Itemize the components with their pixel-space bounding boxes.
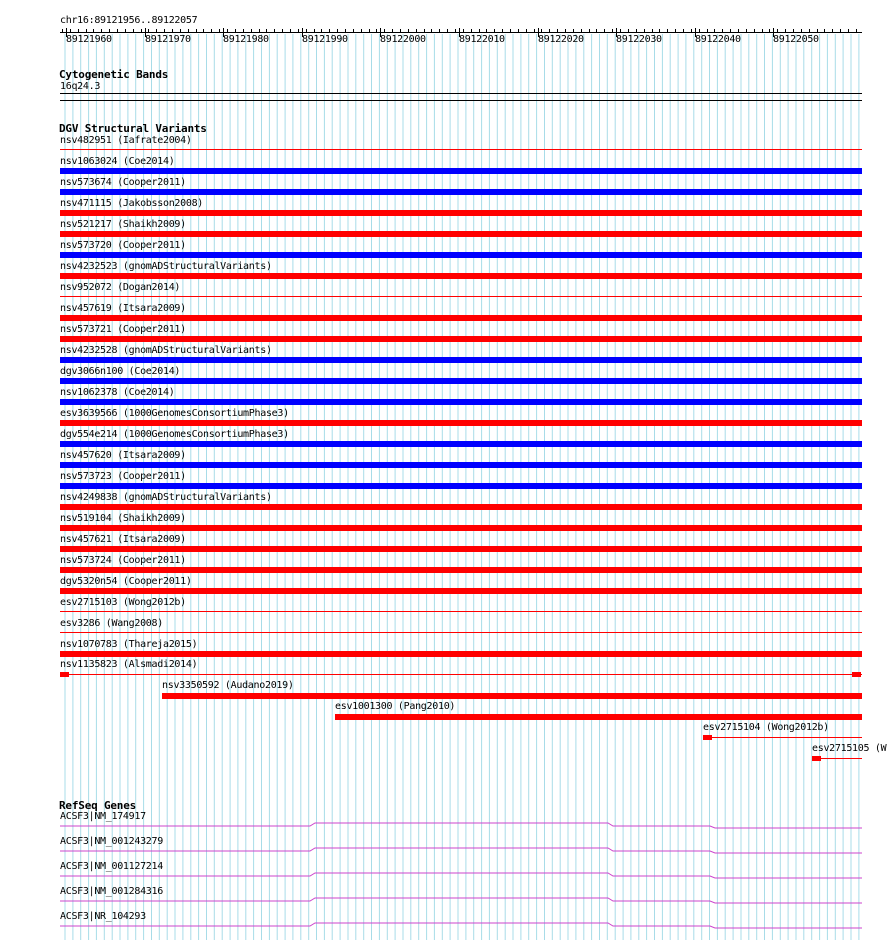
ruler-minor-tick bbox=[675, 29, 676, 33]
ruler-minor-tick bbox=[652, 29, 653, 33]
ruler-minor-tick bbox=[203, 29, 204, 33]
gene-label: ACSF3|NM_001243279 bbox=[60, 836, 163, 847]
ruler-minor-tick bbox=[659, 29, 660, 33]
ruler-tick-label: 89122000 bbox=[380, 34, 426, 45]
variant-line bbox=[60, 149, 862, 150]
ruler-minor-tick bbox=[494, 29, 495, 33]
ruler-minor-tick bbox=[589, 29, 590, 33]
ruler-title: chr16:89121956..89122057 bbox=[60, 15, 198, 26]
refseq-track-title[interactable]: RefSeq Genes bbox=[59, 799, 137, 812]
ruler-minor-tick bbox=[738, 29, 739, 33]
ruler-minor-tick bbox=[172, 29, 173, 33]
variant-line bbox=[703, 737, 862, 738]
variant-label: nsv1062378 (Coe2014) bbox=[60, 387, 175, 398]
ruler-minor-tick bbox=[604, 29, 605, 33]
ruler-minor-tick bbox=[463, 29, 464, 33]
ruler-tick-label: 89122010 bbox=[459, 34, 505, 45]
ruler-minor-tick bbox=[730, 29, 731, 33]
ruler-minor-tick bbox=[486, 29, 487, 33]
ruler-minor-tick bbox=[369, 29, 370, 33]
variant-bar bbox=[60, 651, 862, 657]
ruler-minor-tick bbox=[180, 29, 181, 33]
gene-label: ACSF3|NM_174917 bbox=[60, 811, 146, 822]
ruler-minor-tick bbox=[636, 29, 637, 33]
ruler-minor-tick bbox=[840, 29, 841, 33]
variant-label: nsv457620 (Itsara2009) bbox=[60, 450, 186, 461]
ruler-minor-tick bbox=[526, 29, 527, 33]
variant-bar bbox=[335, 714, 862, 720]
ruler-minor-tick bbox=[707, 29, 708, 33]
ruler-minor-tick bbox=[101, 29, 102, 33]
ruler-minor-tick bbox=[141, 29, 142, 33]
ruler-minor-tick bbox=[400, 29, 401, 33]
variant-label: esv3286 (Wang2008) bbox=[60, 618, 163, 629]
ruler-minor-tick bbox=[581, 29, 582, 33]
variant-block bbox=[812, 756, 821, 761]
ruler-tick-label: 89122050 bbox=[773, 34, 819, 45]
variant-bar bbox=[60, 336, 862, 342]
ruler-minor-tick bbox=[78, 29, 79, 33]
ruler-minor-tick bbox=[156, 29, 157, 33]
ruler-minor-tick bbox=[219, 29, 220, 33]
variant-line bbox=[60, 632, 862, 633]
ruler-minor-tick bbox=[282, 29, 283, 33]
variant-bar bbox=[60, 588, 862, 594]
ruler-minor-tick bbox=[266, 29, 267, 33]
ruler-minor-tick bbox=[416, 29, 417, 33]
ruler-minor-tick bbox=[683, 29, 684, 33]
variant-bar bbox=[60, 252, 862, 258]
ruler-minor-tick bbox=[699, 29, 700, 33]
ruler-minor-tick bbox=[620, 29, 621, 33]
ruler-minor-tick bbox=[109, 29, 110, 33]
ruler-minor-tick bbox=[573, 29, 574, 33]
variant-bar bbox=[162, 693, 862, 699]
ruler-minor-tick bbox=[431, 29, 432, 33]
variant-label: nsv482951 (Iafrate2004) bbox=[60, 135, 192, 146]
variant-bar bbox=[60, 378, 862, 384]
variant-label: nsv457619 (Itsara2009) bbox=[60, 303, 186, 314]
variant-bar bbox=[60, 525, 862, 531]
variant-label: esv3639566 (1000GenomesConsortiumPhase3) bbox=[60, 408, 289, 419]
ruler-minor-tick bbox=[125, 29, 126, 33]
ruler-minor-tick bbox=[557, 29, 558, 33]
ruler-minor-tick bbox=[777, 29, 778, 33]
variant-label: nsv1070783 (Thareja2015) bbox=[60, 639, 198, 650]
ruler-minor-tick bbox=[235, 29, 236, 33]
variant-bar bbox=[60, 210, 862, 216]
ruler-minor-tick bbox=[762, 29, 763, 33]
ruler-minor-tick bbox=[565, 29, 566, 33]
variant-bar bbox=[60, 567, 862, 573]
variant-label: dgv3066n100 (Coe2014) bbox=[60, 366, 181, 377]
gene-intron-line bbox=[60, 921, 862, 929]
variant-label: nsv4232528 (gnomADStructuralVariants) bbox=[60, 345, 272, 356]
variant-bar bbox=[60, 441, 862, 447]
variant-label: esv1001300 (Pang2010) bbox=[335, 701, 456, 712]
ruler-tick-label: 89121960 bbox=[66, 34, 112, 45]
gene-intron-line bbox=[60, 821, 862, 829]
variant-bar bbox=[60, 504, 862, 510]
ruler-minor-tick bbox=[188, 29, 189, 33]
ruler-minor-tick bbox=[510, 29, 511, 33]
ruler-minor-tick bbox=[133, 29, 134, 33]
ruler-minor-tick bbox=[479, 29, 480, 33]
ruler-tick-label: 89121970 bbox=[145, 34, 191, 45]
ruler-minor-tick bbox=[534, 29, 535, 33]
cytoband-label: 16q24.3 bbox=[60, 81, 101, 92]
ruler-minor-tick bbox=[298, 29, 299, 33]
variant-label: esv2715104 (Wong2012b) bbox=[703, 722, 829, 733]
variant-label: nsv1063024 (Coe2014) bbox=[60, 156, 175, 167]
gene-label: ACSF3|NM_001127214 bbox=[60, 861, 163, 872]
ruler-minor-tick bbox=[314, 29, 315, 33]
ruler-minor-tick bbox=[196, 29, 197, 33]
cytoband-bar bbox=[60, 93, 862, 94]
variant-bar bbox=[60, 357, 862, 363]
ruler-tick-label: 89121990 bbox=[302, 34, 348, 45]
variant-label: nsv573720 (Cooper2011) bbox=[60, 240, 186, 251]
variant-block bbox=[703, 735, 712, 740]
ruler-minor-tick bbox=[274, 29, 275, 33]
variant-label: nsv519104 (Shaikh2009) bbox=[60, 513, 186, 524]
ruler-minor-tick bbox=[612, 29, 613, 33]
ruler-minor-tick bbox=[70, 29, 71, 33]
variant-label: nsv4249838 (gnomADStructuralVariants) bbox=[60, 492, 272, 503]
ruler-minor-tick bbox=[447, 29, 448, 33]
gene-intron-line bbox=[60, 896, 862, 904]
variant-bar bbox=[60, 315, 862, 321]
ruler-minor-tick bbox=[541, 29, 542, 33]
variant-line bbox=[60, 674, 862, 675]
ruler-minor-tick bbox=[251, 29, 252, 33]
ruler-minor-tick bbox=[817, 29, 818, 33]
cytoband-track-title[interactable]: Cytogenetic Bands bbox=[59, 68, 169, 81]
ruler-minor-tick bbox=[824, 29, 825, 33]
gene-intron-line bbox=[60, 871, 862, 879]
variant-label: dgv554e214 (1000GenomesConsortiumPhase3) bbox=[60, 429, 289, 440]
variant-bar bbox=[60, 399, 862, 405]
variant-label: nsv952072 (Dogan2014) bbox=[60, 282, 181, 293]
variant-label: nsv573724 (Cooper2011) bbox=[60, 555, 186, 566]
variant-bar bbox=[60, 420, 862, 426]
ruler-minor-tick bbox=[801, 29, 802, 33]
ruler-minor-tick bbox=[471, 29, 472, 33]
ruler-tick-label: 89122030 bbox=[616, 34, 662, 45]
variant-bar bbox=[60, 231, 862, 237]
ruler-minor-tick bbox=[408, 29, 409, 33]
dgv-track-title[interactable]: DGV Structural Variants bbox=[59, 122, 207, 135]
track-separator bbox=[60, 100, 862, 101]
ruler-minor-tick bbox=[644, 29, 645, 33]
variant-block-right bbox=[852, 672, 861, 677]
variant-bar bbox=[60, 462, 862, 468]
variant-label: nsv573674 (Cooper2011) bbox=[60, 177, 186, 188]
variant-label: nsv4232523 (gnomADStructuralVariants) bbox=[60, 261, 272, 272]
variant-label: dgv5320n54 (Cooper2011) bbox=[60, 576, 192, 587]
ruler-minor-tick bbox=[164, 29, 165, 33]
ruler-minor-tick bbox=[86, 29, 87, 33]
ruler-minor-tick bbox=[306, 29, 307, 33]
ruler-minor-tick bbox=[424, 29, 425, 33]
gene-label: ACSF3|NM_001284316 bbox=[60, 886, 163, 897]
variant-label: nsv1135823 (Alsmadi2014) bbox=[60, 659, 198, 670]
variant-bar bbox=[60, 168, 862, 174]
ruler-minor-tick bbox=[848, 29, 849, 33]
variant-line bbox=[60, 611, 862, 612]
variant-label: nsv521217 (Shaikh2009) bbox=[60, 219, 186, 230]
ruler-minor-tick bbox=[809, 29, 810, 33]
ruler-minor-tick bbox=[148, 29, 149, 33]
ruler-minor-tick bbox=[596, 29, 597, 33]
ruler-minor-tick bbox=[345, 29, 346, 33]
variant-bar bbox=[60, 273, 862, 279]
ruler-minor-tick bbox=[329, 29, 330, 33]
ruler-minor-tick bbox=[227, 29, 228, 33]
ruler-minor-tick bbox=[722, 29, 723, 33]
ruler-minor-tick bbox=[353, 29, 354, 33]
variant-label: nsv457621 (Itsara2009) bbox=[60, 534, 186, 545]
ruler-minor-tick bbox=[117, 29, 118, 33]
variant-label: esv2715105 (W bbox=[812, 743, 887, 754]
ruler-minor-tick bbox=[243, 29, 244, 33]
variant-bar bbox=[60, 189, 862, 195]
ruler-minor-tick bbox=[455, 29, 456, 33]
ruler-minor-tick bbox=[376, 29, 377, 33]
ruler-minor-tick bbox=[714, 29, 715, 33]
ruler-minor-tick bbox=[518, 29, 519, 33]
gene-intron-line bbox=[60, 846, 862, 854]
ruler-minor-tick bbox=[549, 29, 550, 33]
ruler-minor-tick bbox=[628, 29, 629, 33]
gene-label: ACSF3|NR_104293 bbox=[60, 911, 146, 922]
variant-bar bbox=[60, 546, 862, 552]
ruler-minor-tick bbox=[392, 29, 393, 33]
ruler-minor-tick bbox=[290, 29, 291, 33]
ruler-minor-tick bbox=[793, 29, 794, 33]
variant-bar bbox=[60, 483, 862, 489]
ruler-minor-tick bbox=[856, 29, 857, 33]
ruler-minor-tick bbox=[321, 29, 322, 33]
variant-label: esv2715103 (Wong2012b) bbox=[60, 597, 186, 608]
ruler-minor-tick bbox=[785, 29, 786, 33]
ruler-minor-tick bbox=[746, 29, 747, 33]
ruler-minor-tick bbox=[337, 29, 338, 33]
variant-label: nsv3350592 (Audano2019) bbox=[162, 680, 294, 691]
ruler-minor-tick bbox=[93, 29, 94, 33]
ruler-tick-label: 89122040 bbox=[695, 34, 741, 45]
ruler-minor-tick bbox=[769, 29, 770, 33]
ruler-minor-tick bbox=[667, 29, 668, 33]
ruler-minor-tick bbox=[832, 29, 833, 33]
ruler-minor-tick bbox=[259, 29, 260, 33]
ruler-minor-tick bbox=[754, 29, 755, 33]
ruler-minor-tick bbox=[62, 29, 63, 33]
ruler-tick-label: 89121980 bbox=[223, 34, 269, 45]
ruler-minor-tick bbox=[502, 29, 503, 33]
variant-line bbox=[60, 296, 862, 297]
variant-block-left bbox=[60, 672, 69, 677]
ruler-minor-tick bbox=[439, 29, 440, 33]
variant-label: nsv573723 (Cooper2011) bbox=[60, 471, 186, 482]
ruler-tick-label: 89122020 bbox=[538, 34, 584, 45]
ruler-minor-tick bbox=[384, 29, 385, 33]
variant-label: nsv471115 (Jakobsson2008) bbox=[60, 198, 204, 209]
ruler-minor-tick bbox=[361, 29, 362, 33]
ruler-minor-tick bbox=[691, 29, 692, 33]
ruler-minor-tick bbox=[211, 29, 212, 33]
variant-label: nsv573721 (Cooper2011) bbox=[60, 324, 186, 335]
